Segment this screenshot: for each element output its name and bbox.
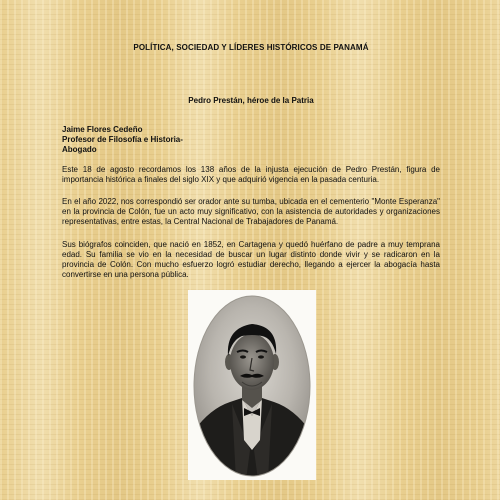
site-title: POLÍTICA, SOCIEDAD Y LÍDERES HISTÓRICOS DE PANAMÁ [133,43,369,52]
author-profession: Abogado [62,145,97,154]
author-name: Jaime Flores Cedeño [62,125,143,134]
paragraph-2: En el año 2022, nos correspondió ser orador ante su tumba, ubicada en el cementerio "Monte Esperanza" en la provincia de Colón, fue un acto muy significativo, con la asistencia de autoridades y organizaciones representativas, entre estas, la Central Nacional de Trabajadores de Panamá. [62,197,440,226]
paragraph-4-partial [62,490,440,500]
paragraph-3: Sus biógrafos coinciden, que nació en 1852, en Cartagena y quedó huérfano de padre a muy temprana edad. Su familia se vio en la necesidad de buscar un lugar distinto donde vivir y se radicaron en la provincia de Colón. Con mucho esfuerzo logró estudiar derecho, llegando a ejercer la abogacía hasta convertirse en una persona pública. [62,240,440,279]
article-page [62,0,440,500]
portrait-photo [188,290,316,480]
paragraph-1: Este 18 de agosto recordamos los 138 años de la injusta ejecución de Pedro Prestán, figura de importancia histórica a finales del siglo XIX y que adquirió vigencia en la pasada centuria. [62,165,440,184]
portrait-photo-image [188,290,316,480]
author-role: Profesor de Filosofía e Historia- [62,135,183,144]
article-title: Pedro Prestán, héroe de la Patria [188,96,314,105]
author-byline [62,125,183,155]
